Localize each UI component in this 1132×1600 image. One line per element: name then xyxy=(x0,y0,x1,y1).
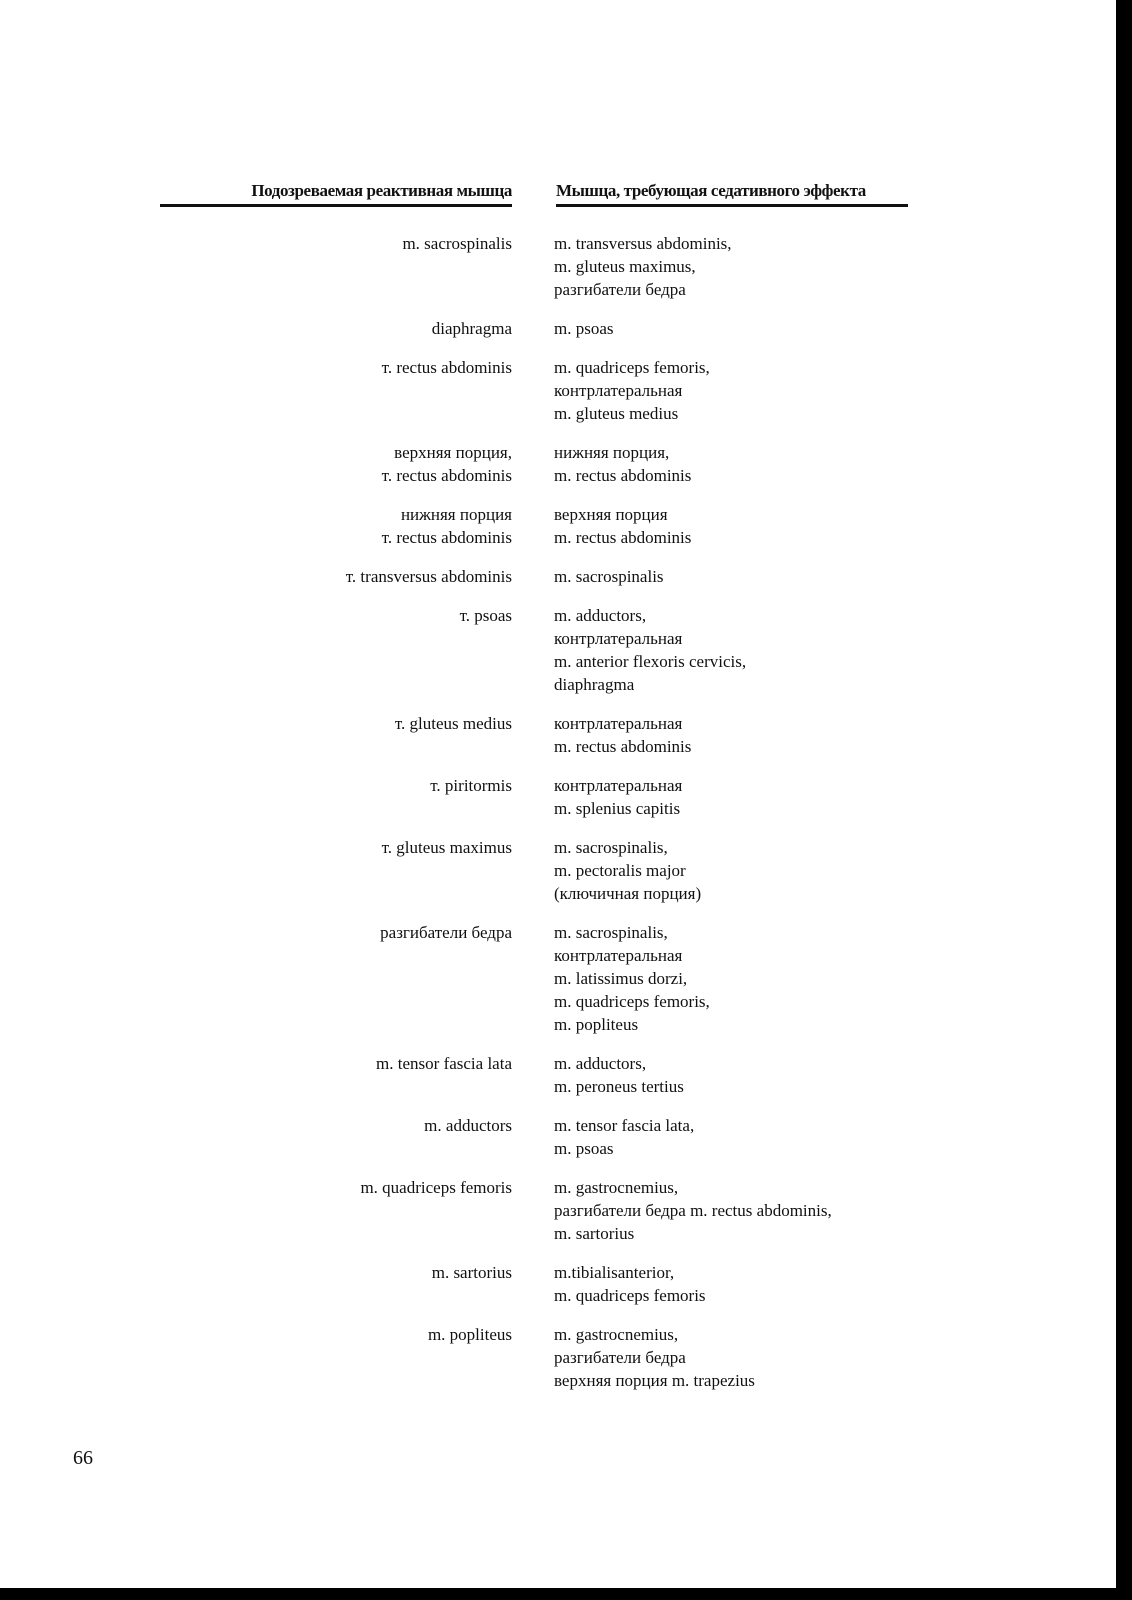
sedation-muscle-line: m. anterior flexoris cervicis, xyxy=(554,652,747,671)
sedation-muscle-cell xyxy=(554,604,954,696)
reactive-muscle-cell xyxy=(0,565,512,588)
sedation-muscle-line: m. sacrospinalis, xyxy=(554,923,668,942)
table-header xyxy=(0,181,1116,211)
sedation-muscle-line: m. gluteus maximus, xyxy=(554,257,696,276)
table-row xyxy=(0,604,1116,696)
sedation-muscle-line: m. popliteus xyxy=(554,1015,639,1034)
sedation-muscle-cell xyxy=(554,1176,954,1245)
sedation-muscle-line: m. sartorius xyxy=(554,1224,635,1243)
sedation-muscle-line: m. transversus abdominis, xyxy=(554,234,732,253)
sedation-muscle-line: m. splenius capitis xyxy=(554,799,681,818)
sedation-muscle-cell xyxy=(554,836,954,905)
sedation-muscle-cell xyxy=(554,1114,954,1160)
table-row xyxy=(0,565,1116,588)
reactive-muscle-cell xyxy=(0,317,512,340)
reactive-muscle-cell xyxy=(0,836,512,905)
reactive-muscle-line: разгибатели бедра xyxy=(380,923,512,942)
reactive-muscle-line: m. sartorius xyxy=(431,1263,512,1282)
page-number: 66 xyxy=(73,1447,93,1469)
reactive-muscle-cell xyxy=(0,503,512,549)
sedation-muscle-line: m. latissimus dorzi, xyxy=(554,969,688,988)
reactive-muscle-cell xyxy=(0,1261,512,1307)
table-row xyxy=(0,774,1116,820)
sedation-muscle-cell xyxy=(554,317,954,340)
sedation-muscle-line: m. adductors, xyxy=(554,1054,647,1073)
table-row xyxy=(0,232,1116,301)
reactive-muscle-cell xyxy=(0,441,512,487)
reactive-muscle-cell xyxy=(0,1052,512,1098)
sedation-muscle-cell xyxy=(554,1261,954,1307)
sedation-muscle-line: m. sacrospinalis, xyxy=(554,838,668,857)
reactive-muscle-line: m. tensor fascia lata xyxy=(376,1054,512,1073)
reactive-muscle-cell xyxy=(0,1114,512,1160)
muscle-table xyxy=(0,232,1116,1408)
sedation-muscle-line: m. peroneus tertius xyxy=(554,1077,684,1096)
sedation-muscle-line: контрлатеральная xyxy=(554,629,683,648)
table-row xyxy=(0,1052,1116,1098)
table-row xyxy=(0,1323,1116,1392)
table-row xyxy=(0,356,1116,425)
table-row xyxy=(0,1176,1116,1245)
table-row xyxy=(0,836,1116,905)
sedation-muscle-line: m. gluteus medius xyxy=(554,404,679,423)
sedation-muscle-line: контрлатеральная xyxy=(554,381,683,400)
header-sedation-muscle: Мышца, требующая седативного эффекта xyxy=(556,181,908,207)
sedation-muscle-line: m. adductors, xyxy=(554,606,647,625)
sedation-muscle-line: m. quadriceps femoris xyxy=(554,1286,706,1305)
reactive-muscle-line: m. adductors xyxy=(424,1116,512,1135)
reactive-muscle-line: т. gluteus medius xyxy=(394,714,512,733)
sedation-muscle-cell xyxy=(554,712,954,758)
sedation-muscle-line: m. rectus abdominis xyxy=(554,737,692,756)
reactive-muscle-line: т. transversus abdominis xyxy=(345,567,512,586)
table-row xyxy=(0,317,1116,340)
sedation-muscle-line: m. quadriceps femoris, xyxy=(554,358,710,377)
sedation-muscle-line: m. rectus abdominis xyxy=(554,528,692,547)
sedation-muscle-line: нижняя порция, xyxy=(554,443,670,462)
reactive-muscle-cell xyxy=(0,712,512,758)
sedation-muscle-cell xyxy=(554,356,954,425)
table-row xyxy=(0,441,1116,487)
sedation-muscle-line: верхняя порция m. trapezius xyxy=(554,1371,755,1390)
sedation-muscle-cell xyxy=(554,1052,954,1098)
sedation-muscle-cell xyxy=(554,565,954,588)
reactive-muscle-cell xyxy=(0,774,512,820)
reactive-muscle-line: нижняя порция xyxy=(400,505,512,524)
sedation-muscle-line: контрлатеральная xyxy=(554,946,683,965)
reactive-muscle-line: m. sacrospinalis xyxy=(402,234,512,253)
sedation-muscle-line: m. quadriceps femoris, xyxy=(554,992,710,1011)
sedation-muscle-line: m.tibialisanterior, xyxy=(554,1263,675,1282)
sedation-muscle-line: m. gastrocnemius, xyxy=(554,1325,679,1344)
reactive-muscle-line: т. gluteus maximus xyxy=(381,838,512,857)
table-row xyxy=(0,712,1116,758)
sedation-muscle-line: разгибатели бедра xyxy=(554,1348,686,1367)
sedation-muscle-line: разгибатели бедра xyxy=(554,280,686,299)
reactive-muscle-line: m. quadriceps femoris xyxy=(360,1178,512,1197)
reactive-muscle-line: т. rectus abdominis xyxy=(381,528,512,547)
sedation-muscle-line: m. tensor fascia lata, xyxy=(554,1116,695,1135)
scan-border-bottom xyxy=(0,1588,1132,1600)
sedation-muscle-line: m. psoas xyxy=(554,319,614,338)
reactive-muscle-line: т. piritormis xyxy=(430,776,512,795)
reactive-muscle-line: т. rectus abdominis xyxy=(381,358,512,377)
reactive-muscle-line: т. psoas xyxy=(459,606,512,625)
reactive-muscle-cell xyxy=(0,604,512,696)
sedation-muscle-line: контрлатеральная xyxy=(554,714,683,733)
reactive-muscle-line: diaphragma xyxy=(431,319,512,338)
sedation-muscle-line: diaphragma xyxy=(554,675,635,694)
header-suspected-muscle: Подозреваемая реактивная мышца xyxy=(160,181,512,207)
reactive-muscle-cell xyxy=(0,1323,512,1392)
sedation-muscle-cell xyxy=(554,232,954,301)
sedation-muscle-cell xyxy=(554,921,954,1036)
reactive-muscle-cell xyxy=(0,1176,512,1245)
table-row xyxy=(0,921,1116,1036)
sedation-muscle-line: (ключичная порция) xyxy=(554,884,702,903)
reactive-muscle-line: верхняя порция, xyxy=(394,443,512,462)
reactive-muscle-line: т. rectus abdominis xyxy=(381,466,512,485)
sedation-muscle-cell xyxy=(554,441,954,487)
reactive-muscle-cell xyxy=(0,356,512,425)
table-row xyxy=(0,503,1116,549)
sedation-muscle-line: m. rectus abdominis xyxy=(554,466,692,485)
sedation-muscle-line: m. psoas xyxy=(554,1139,614,1158)
sedation-muscle-line: m. gastrocnemius, xyxy=(554,1178,679,1197)
sedation-muscle-cell xyxy=(554,1323,954,1392)
sedation-muscle-line: разгибатели бедра m. rectus abdominis, xyxy=(554,1201,832,1220)
sedation-muscle-cell xyxy=(554,774,954,820)
sedation-muscle-line: верхняя порция xyxy=(554,505,668,524)
table-row xyxy=(0,1261,1116,1307)
sedation-muscle-cell xyxy=(554,503,954,549)
scan-border-right xyxy=(1116,0,1132,1600)
reactive-muscle-cell xyxy=(0,921,512,1036)
sedation-muscle-line: контрлатеральная xyxy=(554,776,683,795)
table-row xyxy=(0,1114,1116,1160)
reactive-muscle-cell xyxy=(0,232,512,301)
reactive-muscle-line: m. popliteus xyxy=(427,1325,512,1344)
sedation-muscle-line: m. sacrospinalis xyxy=(554,567,664,586)
sedation-muscle-line: m. pectoralis major xyxy=(554,861,686,880)
